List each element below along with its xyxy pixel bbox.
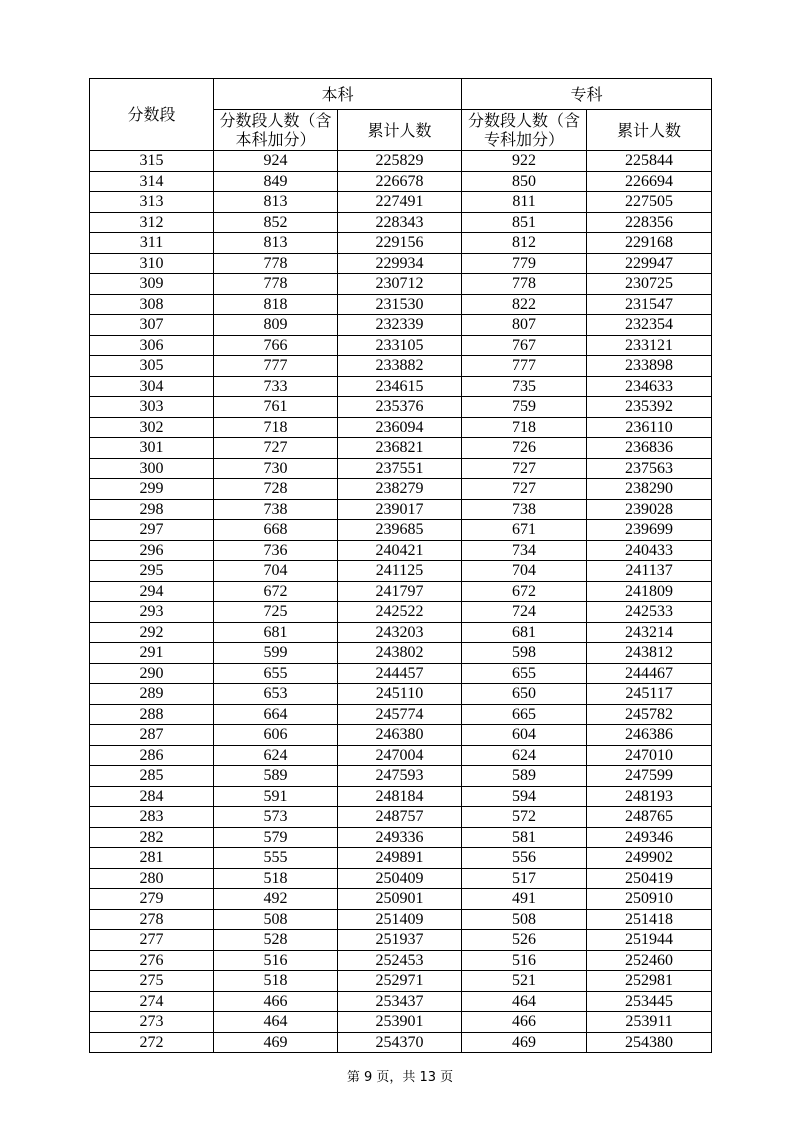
table-row — [90, 1012, 712, 1033]
score-cell: 283 — [90, 807, 214, 828]
vocational-cumulative-cell: 242533 — [587, 602, 712, 623]
table-row — [90, 1032, 712, 1053]
table-row — [90, 971, 712, 992]
vocational-cumulative-cell: 252460 — [587, 950, 712, 971]
undergrad-count-cell: 518 — [214, 868, 338, 889]
table-row — [90, 643, 712, 664]
table-row — [90, 479, 712, 500]
undergrad-cumulative-cell: 239017 — [338, 499, 462, 520]
undergrad-count-cell: 813 — [214, 192, 338, 213]
table-row — [90, 602, 712, 623]
undergrad-cumulative-cell: 225829 — [338, 151, 462, 172]
undergrad-cumulative-cell: 229156 — [338, 233, 462, 254]
undergrad-cumulative-cell: 228343 — [338, 212, 462, 233]
table-row — [90, 991, 712, 1012]
undergrad-cumulative-cell: 243802 — [338, 643, 462, 664]
vocational-count-cell: 822 — [462, 294, 587, 315]
score-cell: 290 — [90, 663, 214, 684]
header-row-top — [90, 79, 712, 110]
undergrad-cumulative-cell: 251937 — [338, 930, 462, 951]
score-cell: 298 — [90, 499, 214, 520]
vocational-count-cell: 650 — [462, 684, 587, 705]
vocational-count-cell: 727 — [462, 458, 587, 479]
table-row — [90, 930, 712, 951]
table-row — [90, 458, 712, 479]
score-cell: 306 — [90, 335, 214, 356]
table-row — [90, 540, 712, 561]
table-row — [90, 335, 712, 356]
score-cell: 312 — [90, 212, 214, 233]
score-cell: 295 — [90, 561, 214, 582]
undergrad-count-cell: 589 — [214, 766, 338, 787]
vocational-count-cell: 589 — [462, 766, 587, 787]
undergrad-cumulative-cell: 251409 — [338, 909, 462, 930]
undergrad-cumulative-cell: 247593 — [338, 766, 462, 787]
undergrad-cumulative-cell: 250901 — [338, 889, 462, 910]
undergrad-count-cell: 728 — [214, 479, 338, 500]
vocational-count-cell: 572 — [462, 807, 587, 828]
undergrad-cumulative-cell: 233105 — [338, 335, 462, 356]
vocational-count-cell: 718 — [462, 417, 587, 438]
undergrad-count-cell: 672 — [214, 581, 338, 602]
undergrad-cumulative-cell: 248757 — [338, 807, 462, 828]
score-cell: 282 — [90, 827, 214, 848]
score-cell: 314 — [90, 171, 214, 192]
table-row — [90, 294, 712, 315]
undergrad-cumulative-cell: 254370 — [338, 1032, 462, 1053]
header-vocational-count: 分数段人数（含专科加分） — [462, 110, 587, 151]
undergrad-cumulative-cell: 250409 — [338, 868, 462, 889]
undergrad-cumulative-cell: 232339 — [338, 315, 462, 336]
score-cell: 308 — [90, 294, 214, 315]
vocational-cumulative-cell: 240433 — [587, 540, 712, 561]
table-row — [90, 315, 712, 336]
table-body — [90, 151, 712, 1053]
vocational-cumulative-cell: 243812 — [587, 643, 712, 664]
vocational-cumulative-cell: 234633 — [587, 376, 712, 397]
vocational-count-cell: 665 — [462, 704, 587, 725]
score-cell: 302 — [90, 417, 214, 438]
header-undergrad-count: 分数段人数（含本科加分） — [214, 110, 338, 151]
undergrad-cumulative-cell: 253901 — [338, 1012, 462, 1033]
score-cell: 310 — [90, 253, 214, 274]
vocational-count-cell: 671 — [462, 520, 587, 541]
table-row — [90, 786, 712, 807]
vocational-count-cell: 738 — [462, 499, 587, 520]
table-row — [90, 827, 712, 848]
vocational-cumulative-cell: 225844 — [587, 151, 712, 172]
undergrad-cumulative-cell: 230712 — [338, 274, 462, 295]
undergrad-count-cell: 738 — [214, 499, 338, 520]
vocational-count-cell: 807 — [462, 315, 587, 336]
score-cell: 292 — [90, 622, 214, 643]
undergrad-cumulative-cell: 237551 — [338, 458, 462, 479]
undergrad-count-cell: 508 — [214, 909, 338, 930]
score-cell: 277 — [90, 930, 214, 951]
undergrad-count-cell: 924 — [214, 151, 338, 172]
undergrad-count-cell: 733 — [214, 376, 338, 397]
vocational-cumulative-cell: 236110 — [587, 417, 712, 438]
undergrad-count-cell: 466 — [214, 991, 338, 1012]
vocational-count-cell: 681 — [462, 622, 587, 643]
undergrad-cumulative-cell: 238279 — [338, 479, 462, 500]
table-row — [90, 581, 712, 602]
vocational-cumulative-cell: 227505 — [587, 192, 712, 213]
undergrad-count-cell: 599 — [214, 643, 338, 664]
score-cell: 272 — [90, 1032, 214, 1053]
score-cell: 281 — [90, 848, 214, 869]
vocational-count-cell: 526 — [462, 930, 587, 951]
undergrad-count-cell: 591 — [214, 786, 338, 807]
vocational-count-cell: 672 — [462, 581, 587, 602]
vocational-cumulative-cell: 241809 — [587, 581, 712, 602]
undergrad-count-cell: 573 — [214, 807, 338, 828]
score-cell: 285 — [90, 766, 214, 787]
table-row — [90, 725, 712, 746]
undergrad-cumulative-cell: 234615 — [338, 376, 462, 397]
score-cell: 313 — [90, 192, 214, 213]
table-row — [90, 253, 712, 274]
undergrad-count-cell: 849 — [214, 171, 338, 192]
vocational-count-cell: 594 — [462, 786, 587, 807]
undergrad-cumulative-cell: 244457 — [338, 663, 462, 684]
undergrad-cumulative-cell: 243203 — [338, 622, 462, 643]
vocational-count-cell: 516 — [462, 950, 587, 971]
vocational-cumulative-cell: 239028 — [587, 499, 712, 520]
vocational-cumulative-cell: 237563 — [587, 458, 712, 479]
score-cell: 289 — [90, 684, 214, 705]
table-row — [90, 417, 712, 438]
score-cell: 291 — [90, 643, 214, 664]
undergrad-cumulative-cell: 235376 — [338, 397, 462, 418]
undergrad-cumulative-cell: 249891 — [338, 848, 462, 869]
table-row — [90, 233, 712, 254]
table-row — [90, 622, 712, 643]
vocational-cumulative-cell: 233898 — [587, 356, 712, 377]
vocational-cumulative-cell: 253445 — [587, 991, 712, 1012]
table-row — [90, 807, 712, 828]
undergrad-count-cell: 579 — [214, 827, 338, 848]
vocational-cumulative-cell: 228356 — [587, 212, 712, 233]
undergrad-cumulative-cell: 245774 — [338, 704, 462, 725]
undergrad-count-cell: 718 — [214, 417, 338, 438]
vocational-count-cell: 604 — [462, 725, 587, 746]
vocational-count-cell: 777 — [462, 356, 587, 377]
undergrad-cumulative-cell: 239685 — [338, 520, 462, 541]
undergrad-cumulative-cell: 252971 — [338, 971, 462, 992]
undergrad-count-cell: 606 — [214, 725, 338, 746]
vocational-count-cell: 466 — [462, 1012, 587, 1033]
vocational-cumulative-cell: 250419 — [587, 868, 712, 889]
score-cell: 307 — [90, 315, 214, 336]
undergrad-cumulative-cell: 227491 — [338, 192, 462, 213]
vocational-count-cell: 779 — [462, 253, 587, 274]
vocational-count-cell: 521 — [462, 971, 587, 992]
undergrad-cumulative-cell: 241797 — [338, 581, 462, 602]
table-row — [90, 438, 712, 459]
vocational-count-cell: 812 — [462, 233, 587, 254]
undergrad-count-cell: 730 — [214, 458, 338, 479]
undergrad-cumulative-cell: 226678 — [338, 171, 462, 192]
undergrad-count-cell: 704 — [214, 561, 338, 582]
undergrad-cumulative-cell: 236094 — [338, 417, 462, 438]
vocational-cumulative-cell: 236836 — [587, 438, 712, 459]
undergrad-count-cell: 852 — [214, 212, 338, 233]
vocational-count-cell: 724 — [462, 602, 587, 623]
vocational-cumulative-cell: 230725 — [587, 274, 712, 295]
vocational-count-cell: 517 — [462, 868, 587, 889]
undergrad-count-cell: 778 — [214, 253, 338, 274]
vocational-count-cell: 735 — [462, 376, 587, 397]
score-cell: 311 — [90, 233, 214, 254]
table-row — [90, 950, 712, 971]
undergrad-count-cell: 778 — [214, 274, 338, 295]
header-undergrad: 本科 — [214, 79, 462, 110]
score-cell: 301 — [90, 438, 214, 459]
score-cell: 274 — [90, 991, 214, 1012]
vocational-cumulative-cell: 238290 — [587, 479, 712, 500]
undergrad-count-cell: 516 — [214, 950, 338, 971]
undergrad-cumulative-cell: 248184 — [338, 786, 462, 807]
vocational-cumulative-cell: 239699 — [587, 520, 712, 541]
table-row — [90, 889, 712, 910]
undergrad-count-cell: 777 — [214, 356, 338, 377]
undergrad-count-cell: 555 — [214, 848, 338, 869]
score-cell: 309 — [90, 274, 214, 295]
table-row — [90, 663, 712, 684]
score-cell: 286 — [90, 745, 214, 766]
vocational-cumulative-cell: 241137 — [587, 561, 712, 582]
vocational-count-cell: 850 — [462, 171, 587, 192]
undergrad-cumulative-cell: 252453 — [338, 950, 462, 971]
score-distribution-table — [89, 78, 712, 1053]
undergrad-count-cell: 818 — [214, 294, 338, 315]
table-row — [90, 766, 712, 787]
table-row — [90, 561, 712, 582]
vocational-count-cell: 508 — [462, 909, 587, 930]
undergrad-count-cell: 813 — [214, 233, 338, 254]
vocational-cumulative-cell: 246386 — [587, 725, 712, 746]
undergrad-count-cell: 725 — [214, 602, 338, 623]
vocational-cumulative-cell: 235392 — [587, 397, 712, 418]
vocational-cumulative-cell: 229168 — [587, 233, 712, 254]
undergrad-cumulative-cell: 246380 — [338, 725, 462, 746]
undergrad-count-cell: 464 — [214, 1012, 338, 1033]
score-cell: 280 — [90, 868, 214, 889]
vocational-count-cell: 851 — [462, 212, 587, 233]
vocational-cumulative-cell: 248193 — [587, 786, 712, 807]
vocational-cumulative-cell: 254380 — [587, 1032, 712, 1053]
table-row — [90, 274, 712, 295]
table-row — [90, 397, 712, 418]
vocational-count-cell: 556 — [462, 848, 587, 869]
score-cell: 296 — [90, 540, 214, 561]
vocational-count-cell: 778 — [462, 274, 587, 295]
vocational-cumulative-cell: 252981 — [587, 971, 712, 992]
score-cell: 294 — [90, 581, 214, 602]
undergrad-count-cell: 664 — [214, 704, 338, 725]
vocational-cumulative-cell: 229947 — [587, 253, 712, 274]
undergrad-count-cell: 492 — [214, 889, 338, 910]
undergrad-count-cell: 681 — [214, 622, 338, 643]
undergrad-cumulative-cell: 231530 — [338, 294, 462, 315]
vocational-count-cell: 922 — [462, 151, 587, 172]
vocational-cumulative-cell: 251944 — [587, 930, 712, 951]
table-row — [90, 909, 712, 930]
table-row — [90, 499, 712, 520]
score-cell: 288 — [90, 704, 214, 725]
undergrad-cumulative-cell: 249336 — [338, 827, 462, 848]
vocational-cumulative-cell: 245117 — [587, 684, 712, 705]
vocational-count-cell: 727 — [462, 479, 587, 500]
vocational-cumulative-cell: 249902 — [587, 848, 712, 869]
score-cell: 304 — [90, 376, 214, 397]
table-row — [90, 704, 712, 725]
vocational-cumulative-cell: 249346 — [587, 827, 712, 848]
vocational-count-cell: 469 — [462, 1032, 587, 1053]
score-cell: 276 — [90, 950, 214, 971]
undergrad-count-cell: 624 — [214, 745, 338, 766]
score-cell: 300 — [90, 458, 214, 479]
undergrad-cumulative-cell: 253437 — [338, 991, 462, 1012]
vocational-count-cell: 704 — [462, 561, 587, 582]
undergrad-cumulative-cell: 236821 — [338, 438, 462, 459]
vocational-count-cell: 811 — [462, 192, 587, 213]
vocational-cumulative-cell: 233121 — [587, 335, 712, 356]
vocational-cumulative-cell: 247010 — [587, 745, 712, 766]
score-cell: 293 — [90, 602, 214, 623]
undergrad-cumulative-cell: 240421 — [338, 540, 462, 561]
table-row — [90, 376, 712, 397]
vocational-cumulative-cell: 245782 — [587, 704, 712, 725]
score-cell: 275 — [90, 971, 214, 992]
table-row — [90, 684, 712, 705]
undergrad-cumulative-cell: 233882 — [338, 356, 462, 377]
undergrad-count-cell: 653 — [214, 684, 338, 705]
page-footer: 第 9 页，共 13 页 — [346, 1070, 454, 1085]
vocational-count-cell: 655 — [462, 663, 587, 684]
undergrad-count-cell: 528 — [214, 930, 338, 951]
vocational-count-cell: 734 — [462, 540, 587, 561]
vocational-cumulative-cell: 248765 — [587, 807, 712, 828]
vocational-count-cell: 581 — [462, 827, 587, 848]
header-undergrad-cumulative: 累计人数 — [338, 110, 462, 151]
vocational-count-cell: 464 — [462, 991, 587, 1012]
table-row — [90, 212, 712, 233]
vocational-cumulative-cell: 244467 — [587, 663, 712, 684]
table-row — [90, 848, 712, 869]
vocational-cumulative-cell: 253911 — [587, 1012, 712, 1033]
undergrad-count-cell: 655 — [214, 663, 338, 684]
table-row — [90, 520, 712, 541]
undergrad-cumulative-cell: 241125 — [338, 561, 462, 582]
undergrad-count-cell: 761 — [214, 397, 338, 418]
table-row — [90, 868, 712, 889]
score-cell: 284 — [90, 786, 214, 807]
undergrad-cumulative-cell: 247004 — [338, 745, 462, 766]
score-cell: 297 — [90, 520, 214, 541]
vocational-cumulative-cell: 231547 — [587, 294, 712, 315]
score-cell: 303 — [90, 397, 214, 418]
header-vocational-cumulative: 累计人数 — [587, 110, 712, 151]
vocational-cumulative-cell: 247599 — [587, 766, 712, 787]
score-cell: 278 — [90, 909, 214, 930]
score-cell: 273 — [90, 1012, 214, 1033]
undergrad-count-cell: 668 — [214, 520, 338, 541]
header-score-band: 分数段 — [90, 79, 214, 151]
table-row — [90, 745, 712, 766]
vocational-cumulative-cell: 232354 — [587, 315, 712, 336]
undergrad-cumulative-cell: 242522 — [338, 602, 462, 623]
table-row — [90, 356, 712, 377]
score-cell: 299 — [90, 479, 214, 500]
score-cell: 287 — [90, 725, 214, 746]
undergrad-count-cell: 469 — [214, 1032, 338, 1053]
undergrad-cumulative-cell: 245110 — [338, 684, 462, 705]
undergrad-count-cell: 766 — [214, 335, 338, 356]
undergrad-count-cell: 727 — [214, 438, 338, 459]
vocational-count-cell: 726 — [462, 438, 587, 459]
vocational-count-cell: 759 — [462, 397, 587, 418]
table-row — [90, 171, 712, 192]
vocational-cumulative-cell: 251418 — [587, 909, 712, 930]
header-vocational: 专科 — [462, 79, 712, 110]
undergrad-count-cell: 518 — [214, 971, 338, 992]
table-row — [90, 151, 712, 172]
vocational-count-cell: 598 — [462, 643, 587, 664]
score-cell: 315 — [90, 151, 214, 172]
undergrad-cumulative-cell: 229934 — [338, 253, 462, 274]
vocational-cumulative-cell: 226694 — [587, 171, 712, 192]
vocational-count-cell: 491 — [462, 889, 587, 910]
vocational-count-cell: 767 — [462, 335, 587, 356]
score-cell: 305 — [90, 356, 214, 377]
vocational-cumulative-cell: 250910 — [587, 889, 712, 910]
vocational-count-cell: 624 — [462, 745, 587, 766]
vocational-cumulative-cell: 243214 — [587, 622, 712, 643]
table-row — [90, 192, 712, 213]
undergrad-count-cell: 809 — [214, 315, 338, 336]
undergrad-count-cell: 736 — [214, 540, 338, 561]
score-cell: 279 — [90, 889, 214, 910]
